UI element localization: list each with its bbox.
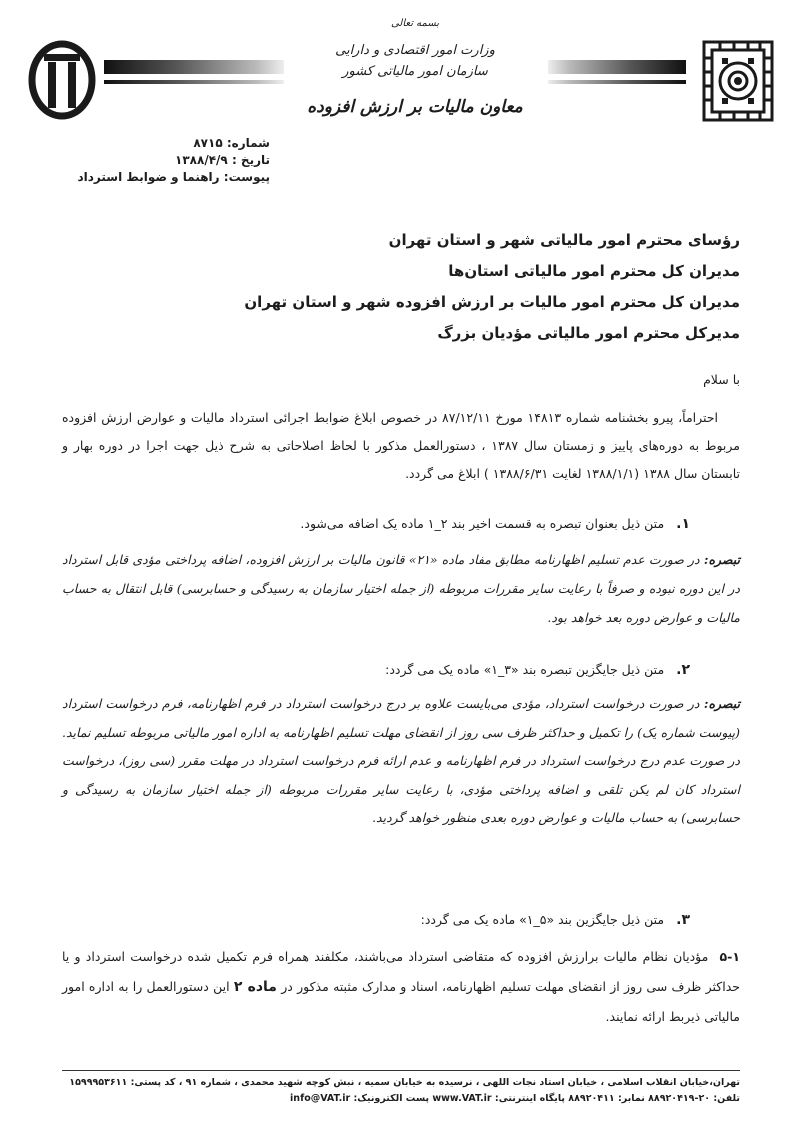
letter-attachment-row [70,169,270,186]
greeting: با سلام [703,372,740,387]
item-text: متن ذیل بعنوان تبصره به قسمت اخیر بند ۲_۱ ماده یک اضافه می‌شود. [300,516,665,531]
note-text: در صورت درخواست استرداد، مؤدی می‌بایست علاوه بر درج درخواست استرداد در فرم اظهارنامه، فرم درخواست استرداد (پیوست شماره یک) را تکمیل و حداکثر ظرف سی روز از انقضای مهلت تسلیم اظهارنامه به اداره امور مالیاتی مربوطه تسلیم نماید. در صورت عدم درج درخواست استرداد در فرم اظهارنامه و عدم ارائه فرم درخواست استرداد در مهلت مقرر (سی روز)، درخواست استرداد کان لم یکن تلقی و اضافه پرداختی مؤدی، با رعایت سایر مقررات مربوطه (از جمله اختیار سازمان به رسیدگی و حسابرسی) به حساب مالیات و عوارض دوره بعدی منظور خواهد گردید. [62,696,740,825]
tax-org-logo-icon [28,40,96,120]
basmala: بسمه تعالی [390,18,440,29]
letter-number-label: شماره: [226,136,270,150]
addressee-line: مدیرکل محترم امور مالیاتی مؤدیان بزرگ [437,324,740,342]
letter-number-row [70,135,270,152]
clause-number: ۵-۱ [719,949,740,964]
note-label: تبصره: [703,552,740,567]
note-1 [62,545,740,632]
clause-text: مؤدیان نظام مالیات برارزش افزوده که متقاضی استرداد می‌باشند، مکلفند همراه فرم تکمیل شده درخواست استرداد و یا حداکثر ظرف سی روز از انقضای مهلت تسلیم اظهارنامه، اسناد و مدارک مثبته مذکور در [62,949,740,994]
header-bar-left-thin [104,80,284,84]
letter-date-label: تاریخ : [231,153,270,167]
item-text: متن ذیل جایگزین تبصره بند «۳_۱» ماده یک می گردد: [385,662,665,677]
letterhead [290,14,540,164]
note-text: در صورت عدم تسلیم اظهارنامه مطابق مفاد ماده «۲۱» قانون مالیات بر ارزش افزوده، اضافه پرداختی مؤدی قابل استرداد در این دوره نبوده و صرفاً با رعایت سایر مقررات مربوطه (از جمله اختیار سازمان به رسیدگی و حسابرسی) قابل انتقال به حساب مالیات و عوارض دوره بعد خواهد بود. [62,552,740,625]
item-text: متن ذیل جایگزین بند «۵_۱» ماده یک می گردد: [420,912,665,927]
item-number: ۲. [676,662,690,678]
header-bar-left [104,60,284,74]
header-bar-right-thin [548,80,686,84]
letter-attachment-label: پیوست: [223,170,270,184]
item-2 [62,656,690,684]
letter-meta [70,135,270,186]
ministry-emblem-icon [700,38,776,124]
addressee-list [230,225,740,349]
item-number: ۳. [676,912,690,928]
footer-contact: تلفن: ۲۰-۸۸۹۲۰۴۱۹ نمابر: ۸۸۹۲۰۴۱۱ پایگاه اینترنتی: www.VAT.ir پست الکترونیک: info@VAT.ir [290,1093,740,1104]
organization-name: سازمان امور مالیاتی کشور [342,64,488,79]
intro-paragraph: احتراماً، پیرو بخشنامه شماره ۱۴۸۱۳ مورخ ۸۷/۱۲/۱۱ در خصوص ابلاغ ضوابط اجرائی استرداد مالیات و عوارض ارزش افزوده مربوط به دوره‌های پاییز و زمستان سال ۱۳۸۷ ، دستورالعمل مذکور با لحاظ اصلاحاتی به شرح ذیل جهت اجرا در دوره بهار و تابستان سال ۱۳۸۸ (۱۳۸۸/۱/۱ لغایت ۱۳۸۸/۶/۳۱ ) ابلاغ می گردد. [62,410,740,481]
letter-date-row [70,152,270,169]
letter-number: ۸۷۱۵ [193,136,223,150]
note-2 [62,690,740,833]
addressee-line: مدیران کل محترم امور مالیات بر ارزش افزوده شهر و استان تهران [244,293,740,311]
item-1 [62,510,690,538]
footer-divider [62,1070,740,1071]
header-bar-right [548,60,686,74]
clause-tail: این دستورالعمل را به اداره امور مالیاتی ذیربط ارائه نمایند. [62,979,740,1024]
letter-attachment: راهنما و ضوابط استرداد [77,170,220,184]
addressee-line: رؤسای محترم امور مالیاتی شهر و استان تهران [388,231,740,249]
addressee-line: مدیران کل محترم امور مالیاتی استان‌ها [448,262,740,280]
clause-article-ref: ماده ۲ [233,979,277,995]
item-3 [62,906,690,934]
clause-5-1 [62,942,740,1032]
item-number: ۱. [676,516,690,532]
note-label: تبصره: [703,696,740,711]
ministry-name: وزارت امور اقتصادی و دارایی [335,43,495,58]
department-name: معاون مالیات بر ارزش افزوده [307,97,523,117]
letter-date: ۱۳۸۸/۴/۹ [175,153,228,167]
footer-address: تهران،خیابان انقلاب اسلامی ، خیابان استاد نجات اللهی ، نرسیده به خیابان سمیه ، نبش کوچه شهید محمدی ، شماره ۹۱ ، کد پستی: ۱۵۹۹۹۵۳۶۱۱ [69,1077,740,1088]
